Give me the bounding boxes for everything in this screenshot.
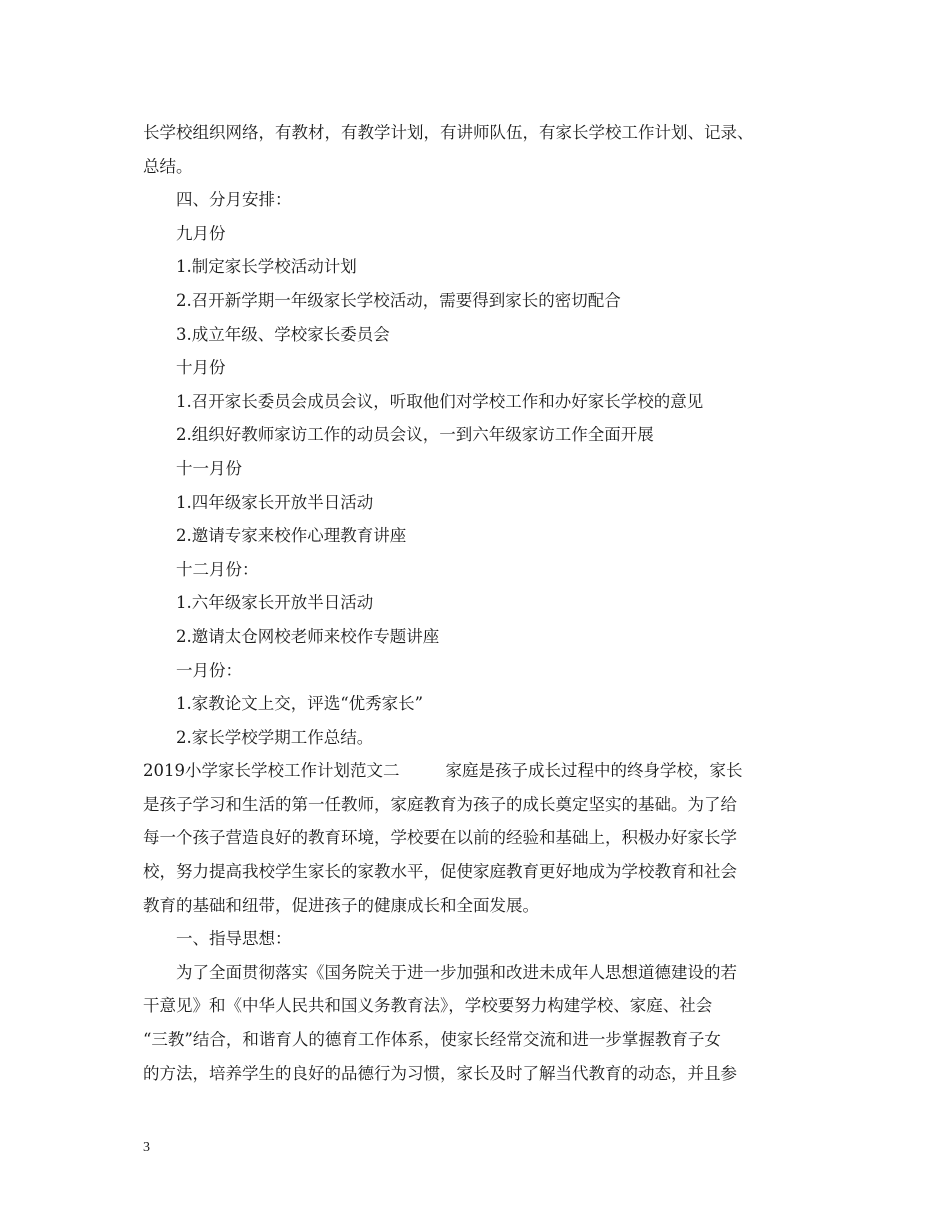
section-heading: 一、指导思想： [176, 929, 292, 949]
paragraph-line: 教育的基础和纽带，促进孩子的健康成长和全面发展。 [143, 895, 539, 915]
section-heading: 四、分月安排： [176, 190, 292, 210]
list-item: 1.制定家长学校活动计划 [176, 257, 357, 277]
list-item: 2.家长学校学期工作总结。 [176, 727, 374, 747]
paragraph-line: 总结。 [143, 156, 193, 176]
section-title-line [143, 754, 833, 788]
section-first-line: 家庭是孩子成长过程中的终身学校，家长 [445, 761, 743, 781]
paragraph-line: 长学校组织网络，有教材，有教学计划，有讲师队伍，有家长学校工作计划、记录、 [143, 123, 754, 142]
list-item: 3.成立年级、学校家长委员会 [176, 324, 390, 344]
list-item: 1.四年级家长开放半日活动 [176, 492, 374, 512]
document-body [143, 116, 833, 1090]
list-item: 1.家教论文上交，评选“优秀家长” [176, 694, 424, 714]
list-item: 2.召开新学期一年级家长学校活动，需要得到家长的密切配合 [176, 290, 621, 310]
month-heading: 十月份 [176, 358, 226, 378]
month-heading: 十二月份： [176, 559, 259, 579]
list-item: 2.组织好教师家访工作的动员会议，一到六年级家访工作全面开展 [176, 425, 654, 445]
section-title: 2019小学家长学校工作计划范文二 [143, 761, 400, 781]
paragraph-line: 的方法，培养学生的良好的品德行为习惯，家长及时了解当代教育的动态，并且参 [143, 1063, 737, 1083]
list-item: 2.邀请专家来校作心理教育讲座 [176, 526, 407, 546]
paragraph-line: 干意见》和《中华人民共和国义务教育法》，学校要努力构建学校、家庭、社会 [143, 996, 713, 1016]
month-heading: 九月份 [176, 223, 226, 243]
paragraph-line: “三教”结合，和谐育人的德育工作体系，使家长经常交流和进一步掌握教育子女 [143, 1030, 721, 1050]
paragraph-line: 校，努力提高我校学生家长的家教水平，促使家庭教育更好地成为学校教育和社会 [143, 862, 737, 882]
paragraph-line: 每一个孩子营造良好的教育环境，学校要在以前的经验和基础上，积极办好家长学 [143, 828, 737, 848]
list-item: 1.召开家长委员会成员会议，听取他们对学校工作和办好家长学校的意见 [176, 391, 704, 411]
page-number: 3 [143, 1140, 150, 1155]
list-item: 2.邀请太仓网校老师来校作专题讲座 [176, 626, 440, 646]
month-heading: 十一月份 [176, 458, 242, 478]
month-heading: 一月份： [176, 660, 242, 680]
paragraph-line: 是孩子学习和生活的第一任教师，家庭教育为孩子的成长奠定坚实的基础。为了给 [143, 794, 737, 814]
paragraph-line: 为了全面贯彻落实《国务院关于进一步加强和改进未成年人思想道德建设的若 [176, 962, 737, 982]
list-item: 1.六年级家长开放半日活动 [176, 593, 374, 613]
